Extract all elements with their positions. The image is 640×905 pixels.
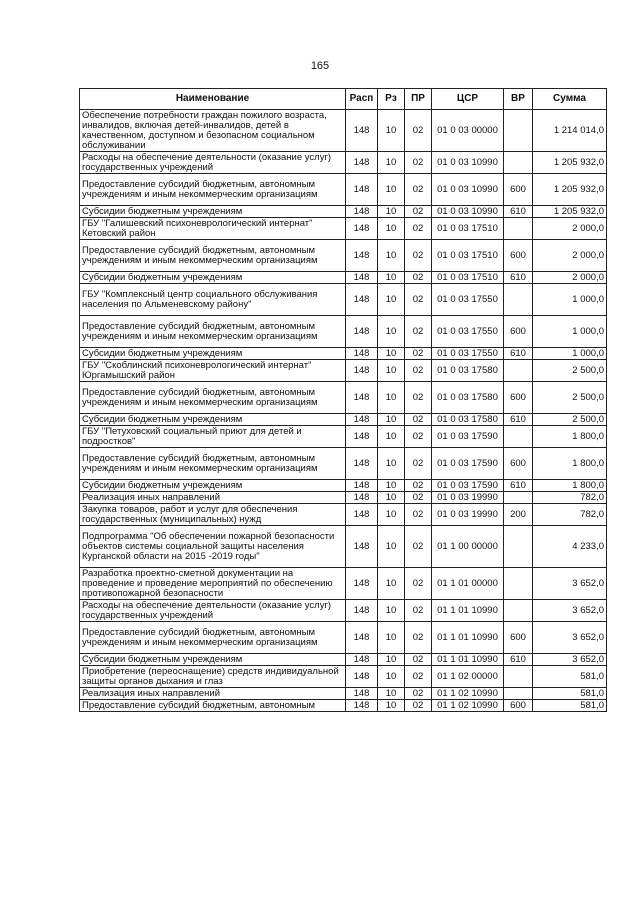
row-rasp-cell: 148 (346, 414, 378, 426)
table-row (80, 526, 607, 568)
row-pr-cell: 02 (405, 316, 432, 348)
row-rz-cell: 10 (378, 218, 405, 240)
row-pr-cell: 02 (405, 688, 432, 700)
row-sum-cell: 1 205 932,0 (533, 152, 607, 174)
row-sum-cell: 1 800,0 (533, 426, 607, 448)
table-row (80, 284, 607, 316)
row-rz-cell: 10 (378, 414, 405, 426)
row-pr-cell: 02 (405, 504, 432, 526)
row-name-cell: Предоставление субсидий бюджетным, автономным (80, 700, 346, 712)
row-rasp-cell: 148 (346, 622, 378, 654)
column-header-vr: ВР (504, 89, 533, 110)
column-header-pr: ПР (405, 89, 432, 110)
row-vr-cell (504, 526, 533, 568)
row-pr-cell: 02 (405, 700, 432, 712)
table-row (80, 360, 607, 382)
row-csr-cell: 01 0 03 19990 (432, 504, 504, 526)
row-pr-cell: 02 (405, 382, 432, 414)
column-header-sum: Сумма (533, 89, 607, 110)
row-csr-cell: 01 0 03 17510 (432, 240, 504, 272)
row-vr-cell: 600 (504, 700, 533, 712)
row-rasp-cell: 148 (346, 426, 378, 448)
row-rasp-cell: 148 (346, 666, 378, 688)
row-pr-cell: 02 (405, 426, 432, 448)
table-row (80, 700, 607, 712)
row-name-cell: Субсидии бюджетным учреждениям (80, 348, 346, 360)
row-sum-cell: 782,0 (533, 504, 607, 526)
table-row (80, 414, 607, 426)
column-header-csr: ЦСР (432, 89, 504, 110)
row-vr-cell (504, 218, 533, 240)
row-rasp-cell: 148 (346, 448, 378, 480)
row-rasp-cell: 148 (346, 316, 378, 348)
row-pr-cell: 02 (405, 654, 432, 666)
row-rz-cell: 10 (378, 348, 405, 360)
row-sum-cell: 1 800,0 (533, 480, 607, 492)
row-vr-cell (504, 360, 533, 382)
row-rz-cell: 10 (378, 504, 405, 526)
row-rasp-cell: 148 (346, 654, 378, 666)
row-name-cell: Подпрограмма "Об обеспечении пожарной безопасности объектов системы социальной защиты населения Курганской области на 2015 -2019 годы" (80, 526, 346, 568)
row-pr-cell: 02 (405, 414, 432, 426)
row-rz-cell: 10 (378, 174, 405, 206)
row-rasp-cell: 148 (346, 700, 378, 712)
row-rasp-cell: 148 (346, 206, 378, 218)
row-pr-cell: 02 (405, 492, 432, 504)
row-csr-cell: 01 0 03 17580 (432, 382, 504, 414)
row-vr-cell: 610 (504, 654, 533, 666)
row-sum-cell: 1 000,0 (533, 348, 607, 360)
row-rz-cell: 10 (378, 654, 405, 666)
row-rasp-cell: 148 (346, 526, 378, 568)
row-sum-cell: 3 652,0 (533, 600, 607, 622)
table-row (80, 654, 607, 666)
row-pr-cell: 02 (405, 174, 432, 206)
row-name-cell: Расходы на обеспечение деятельности (оказание услуг) государственных учреждений (80, 600, 346, 622)
row-name-cell: Субсидии бюджетным учреждениям (80, 654, 346, 666)
row-name-cell: Приобретение (переоснащение) средств индивидуальной защиты органов дыхания и глаз (80, 666, 346, 688)
row-vr-cell: 200 (504, 504, 533, 526)
table-row (80, 382, 607, 414)
row-sum-cell: 1 000,0 (533, 284, 607, 316)
table-row (80, 492, 607, 504)
row-name-cell: Расходы на обеспечение деятельности (оказание услуг) государственных учреждений (80, 152, 346, 174)
row-rasp-cell: 148 (346, 382, 378, 414)
table-header-row (80, 89, 607, 110)
row-rz-cell: 10 (378, 666, 405, 688)
row-vr-cell: 610 (504, 272, 533, 284)
table-row (80, 174, 607, 206)
table-row (80, 688, 607, 700)
row-csr-cell: 01 0 03 00000 (432, 110, 504, 152)
row-pr-cell: 02 (405, 480, 432, 492)
row-pr-cell: 02 (405, 448, 432, 480)
row-sum-cell: 581,0 (533, 700, 607, 712)
row-pr-cell: 02 (405, 240, 432, 272)
row-pr-cell: 02 (405, 348, 432, 360)
row-vr-cell (504, 426, 533, 448)
row-vr-cell (504, 110, 533, 152)
row-rasp-cell: 148 (346, 152, 378, 174)
row-csr-cell: 01 0 03 17590 (432, 480, 504, 492)
table-row (80, 504, 607, 526)
table-row (80, 622, 607, 654)
row-pr-cell: 02 (405, 568, 432, 600)
row-rz-cell: 10 (378, 316, 405, 348)
table-row (80, 110, 607, 152)
row-name-cell: Субсидии бюджетным учреждениям (80, 272, 346, 284)
row-rasp-cell: 148 (346, 110, 378, 152)
row-sum-cell: 2 500,0 (533, 382, 607, 414)
row-rz-cell: 10 (378, 526, 405, 568)
row-rz-cell: 10 (378, 688, 405, 700)
table-row (80, 272, 607, 284)
row-pr-cell: 02 (405, 666, 432, 688)
row-sum-cell: 1 800,0 (533, 448, 607, 480)
table-row (80, 568, 607, 600)
row-sum-cell: 2 500,0 (533, 414, 607, 426)
table-row (80, 600, 607, 622)
row-sum-cell: 2 000,0 (533, 218, 607, 240)
row-sum-cell: 782,0 (533, 492, 607, 504)
row-rasp-cell: 148 (346, 492, 378, 504)
row-rz-cell: 10 (378, 426, 405, 448)
table-row (80, 666, 607, 688)
table-row (80, 316, 607, 348)
row-csr-cell: 01 0 03 17580 (432, 414, 504, 426)
row-vr-cell (504, 284, 533, 316)
row-vr-cell (504, 688, 533, 700)
row-name-cell: ГБУ "Скоблинский психоневрологический интернат" Юргамышский район (80, 360, 346, 382)
row-vr-cell: 600 (504, 240, 533, 272)
row-vr-cell: 600 (504, 448, 533, 480)
row-csr-cell: 01 0 03 17580 (432, 360, 504, 382)
row-vr-cell: 600 (504, 316, 533, 348)
column-header-rasp: Расп (346, 89, 378, 110)
row-csr-cell: 01 0 03 17510 (432, 272, 504, 284)
table-row (80, 480, 607, 492)
row-pr-cell: 02 (405, 284, 432, 316)
column-header-name: Наименование (80, 89, 346, 110)
row-rz-cell: 10 (378, 382, 405, 414)
row-csr-cell: 01 0 03 10990 (432, 174, 504, 206)
table-row (80, 348, 607, 360)
row-csr-cell: 01 0 03 17590 (432, 426, 504, 448)
row-vr-cell: 600 (504, 174, 533, 206)
row-name-cell: Предоставление субсидий бюджетным, автономным учреждениям и иным некоммерческим организациям (80, 240, 346, 272)
row-name-cell: Предоставление субсидий бюджетным, автономным учреждениям и иным некоммерческим организациям (80, 174, 346, 206)
row-vr-cell (504, 492, 533, 504)
row-rz-cell: 10 (378, 152, 405, 174)
row-pr-cell: 02 (405, 526, 432, 568)
row-pr-cell: 02 (405, 152, 432, 174)
row-rz-cell: 10 (378, 284, 405, 316)
row-name-cell: ГБУ "Комплексный центр социального обслуживания населения по Альменевскому району" (80, 284, 346, 316)
row-name-cell: ГБУ "Галишевский психоневрологический интернат" Кетовский район (80, 218, 346, 240)
row-rz-cell: 10 (378, 568, 405, 600)
row-rasp-cell: 148 (346, 480, 378, 492)
row-rz-cell: 10 (378, 240, 405, 272)
row-csr-cell: 01 0 03 17550 (432, 348, 504, 360)
row-csr-cell: 01 0 03 10990 (432, 206, 504, 218)
row-vr-cell (504, 666, 533, 688)
page-number: 165 (310, 60, 330, 72)
row-vr-cell (504, 600, 533, 622)
row-rz-cell: 10 (378, 492, 405, 504)
row-sum-cell: 1 205 932,0 (533, 174, 607, 206)
row-rasp-cell: 148 (346, 504, 378, 526)
row-sum-cell: 2 000,0 (533, 272, 607, 284)
row-name-cell: Реализация иных направлений (80, 492, 346, 504)
row-rasp-cell: 148 (346, 284, 378, 316)
row-rz-cell: 10 (378, 360, 405, 382)
row-vr-cell (504, 568, 533, 600)
row-rz-cell: 10 (378, 600, 405, 622)
row-rasp-cell: 148 (346, 348, 378, 360)
row-rz-cell: 10 (378, 700, 405, 712)
row-csr-cell: 01 0 03 19990 (432, 492, 504, 504)
table-row (80, 206, 607, 218)
row-vr-cell: 610 (504, 480, 533, 492)
row-rasp-cell: 148 (346, 272, 378, 284)
row-name-cell: Субсидии бюджетным учреждениям (80, 206, 346, 218)
row-name-cell: Субсидии бюджетным учреждениям (80, 414, 346, 426)
row-rz-cell: 10 (378, 110, 405, 152)
row-name-cell: Предоставление субсидий бюджетным, автономным учреждениям и иным некоммерческим организациям (80, 316, 346, 348)
row-rasp-cell: 148 (346, 688, 378, 700)
row-pr-cell: 02 (405, 110, 432, 152)
table-row (80, 240, 607, 272)
row-pr-cell: 02 (405, 272, 432, 284)
row-name-cell: Предоставление субсидий бюджетным, автономным учреждениям и иным некоммерческим организациям (80, 382, 346, 414)
row-csr-cell: 01 1 02 10990 (432, 688, 504, 700)
row-pr-cell: 02 (405, 622, 432, 654)
row-csr-cell: 01 0 03 17550 (432, 316, 504, 348)
row-pr-cell: 02 (405, 206, 432, 218)
row-rasp-cell: 148 (346, 600, 378, 622)
row-csr-cell: 01 1 01 10990 (432, 622, 504, 654)
row-rz-cell: 10 (378, 480, 405, 492)
row-csr-cell: 01 0 03 17590 (432, 448, 504, 480)
row-csr-cell: 01 1 00 00000 (432, 526, 504, 568)
row-pr-cell: 02 (405, 218, 432, 240)
row-name-cell: Предоставление субсидий бюджетным, автономным учреждениям и иным некоммерческим организациям (80, 622, 346, 654)
row-sum-cell: 3 652,0 (533, 622, 607, 654)
row-sum-cell: 2 500,0 (533, 360, 607, 382)
table-row (80, 448, 607, 480)
row-name-cell: Предоставление субсидий бюджетным, автономным учреждениям и иным некоммерческим организациям (80, 448, 346, 480)
budget-table (79, 88, 607, 712)
row-vr-cell: 610 (504, 206, 533, 218)
row-sum-cell: 1 205 932,0 (533, 206, 607, 218)
table-row (80, 218, 607, 240)
row-csr-cell: 01 0 03 17510 (432, 218, 504, 240)
row-sum-cell: 1 000,0 (533, 316, 607, 348)
row-rz-cell: 10 (378, 448, 405, 480)
table-row (80, 426, 607, 448)
row-vr-cell: 600 (504, 382, 533, 414)
row-rz-cell: 10 (378, 622, 405, 654)
row-vr-cell: 610 (504, 348, 533, 360)
row-csr-cell: 01 0 03 10990 (432, 152, 504, 174)
row-csr-cell: 01 1 01 10990 (432, 654, 504, 666)
row-name-cell: Обеспечение потребности граждан пожилого возраста, инвалидов, включая детей-инвалидов, детей в качественном, доступном и безопасном социальном обслуживании (80, 110, 346, 152)
table-row (80, 152, 607, 174)
row-rz-cell: 10 (378, 206, 405, 218)
row-rasp-cell: 148 (346, 218, 378, 240)
row-name-cell: Разработка проектно-сметной документации на проведение и проведение мероприятий по обеспечению противопожарной безопасности (80, 568, 346, 600)
row-vr-cell (504, 152, 533, 174)
row-name-cell: Субсидии бюджетным учреждениям (80, 480, 346, 492)
row-sum-cell: 581,0 (533, 666, 607, 688)
row-name-cell: ГБУ "Петуховский социальный приют для детей и подростков" (80, 426, 346, 448)
row-name-cell: Реализация иных направлений (80, 688, 346, 700)
row-rasp-cell: 148 (346, 568, 378, 600)
row-sum-cell: 1 214 014,0 (533, 110, 607, 152)
row-name-cell: Закупка товаров, работ и услуг для обеспечения государственных (муниципальных) нужд (80, 504, 346, 526)
row-rasp-cell: 148 (346, 360, 378, 382)
row-sum-cell: 581,0 (533, 688, 607, 700)
row-sum-cell: 3 652,0 (533, 654, 607, 666)
row-vr-cell: 610 (504, 414, 533, 426)
table-body (80, 110, 607, 712)
row-pr-cell: 02 (405, 360, 432, 382)
row-csr-cell: 01 1 02 00000 (432, 666, 504, 688)
row-sum-cell: 2 000,0 (533, 240, 607, 272)
row-rasp-cell: 148 (346, 174, 378, 206)
row-sum-cell: 3 652,0 (533, 568, 607, 600)
row-pr-cell: 02 (405, 600, 432, 622)
row-vr-cell: 600 (504, 622, 533, 654)
row-csr-cell: 01 1 02 10990 (432, 700, 504, 712)
row-rz-cell: 10 (378, 272, 405, 284)
column-header-rz: Рз (378, 89, 405, 110)
row-csr-cell: 01 1 01 10990 (432, 600, 504, 622)
row-rasp-cell: 148 (346, 240, 378, 272)
row-sum-cell: 4 233,0 (533, 526, 607, 568)
row-csr-cell: 01 0 03 17550 (432, 284, 504, 316)
row-csr-cell: 01 1 01 00000 (432, 568, 504, 600)
